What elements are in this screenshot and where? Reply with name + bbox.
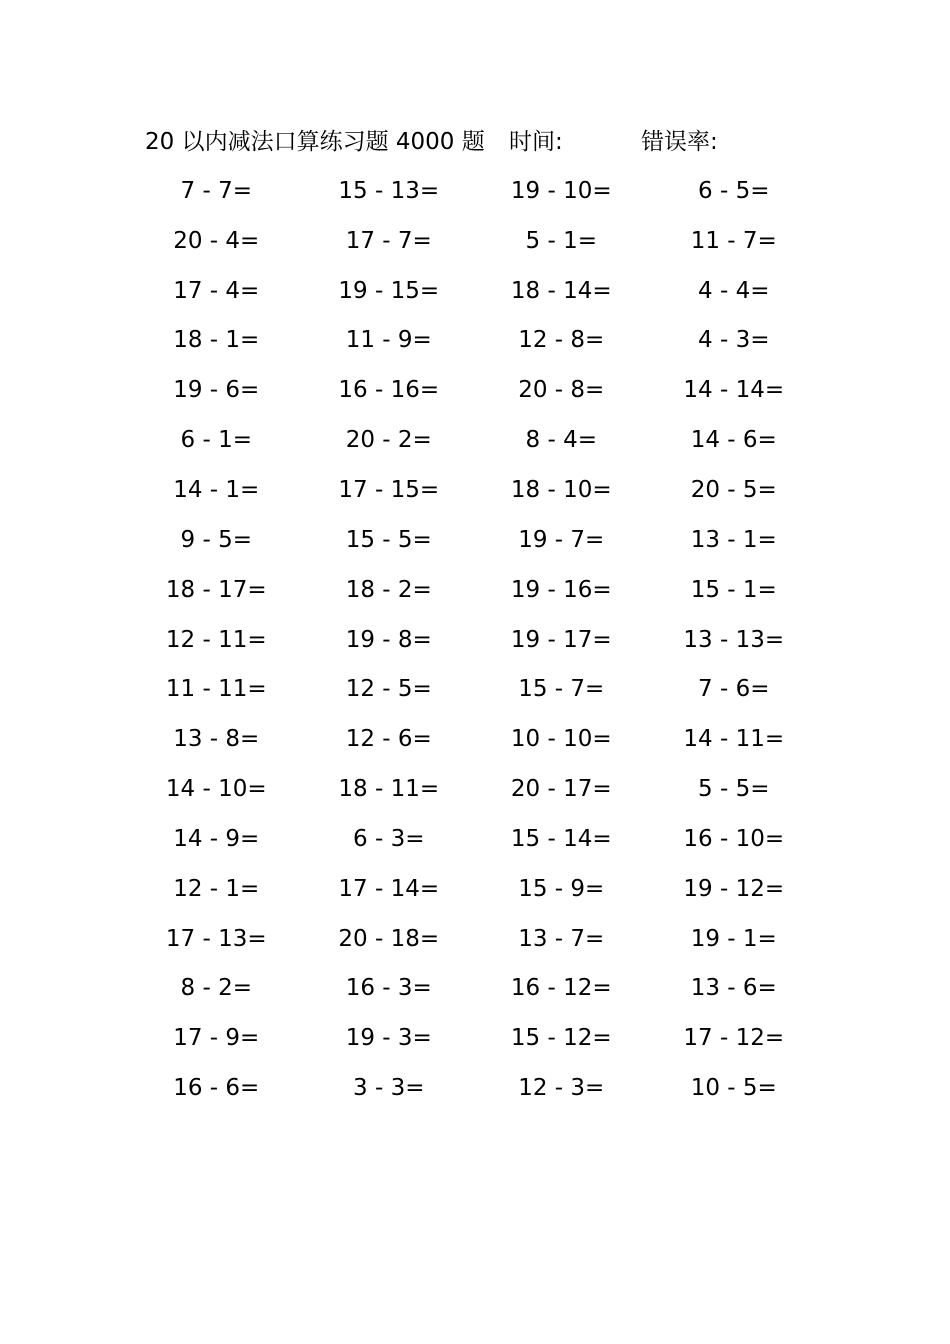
problem-row (130, 664, 820, 714)
problem-item: 20 - 8= (518, 377, 605, 404)
problem-row (130, 814, 820, 864)
problem-item: 18 - 10= (510, 476, 612, 503)
problem-item: 20 - 4= (173, 227, 260, 254)
problem-item: 4 - 4= (698, 277, 770, 304)
problem-item: 13 - 6= (690, 975, 777, 1002)
problem-item: 17 - 7= (345, 227, 432, 254)
problem-item: 15 - 13= (338, 177, 440, 204)
problem-row (130, 316, 820, 366)
problem-item: 12 - 6= (345, 726, 432, 753)
problem-item: 19 - 12= (683, 875, 785, 902)
problem-row (130, 964, 820, 1014)
worksheet-title: 20 以内减法口算练习题 4000 题 (145, 129, 485, 155)
problem-item: 12 - 1= (173, 875, 260, 902)
problem-item: 17 - 4= (173, 277, 260, 304)
problem-item: 10 - 5= (690, 1075, 777, 1102)
problem-item: 12 - 5= (345, 676, 432, 703)
time-label: 时间: (509, 129, 563, 155)
problem-item: 6 - 5= (698, 177, 770, 204)
problem-item: 13 - 8= (173, 726, 260, 753)
problem-item: 12 - 8= (518, 327, 605, 354)
problem-item: 9 - 5= (180, 526, 252, 553)
problem-item: 14 - 6= (690, 427, 777, 454)
problem-row (130, 216, 820, 266)
problem-item: 18 - 17= (165, 576, 267, 603)
problem-row (130, 914, 820, 964)
problem-item: 7 - 7= (180, 177, 252, 204)
problem-item: 16 - 16= (338, 377, 440, 404)
problem-row (130, 365, 820, 415)
problem-item: 6 - 1= (180, 427, 252, 454)
problem-item: 19 - 8= (345, 626, 432, 653)
problem-item: 17 - 14= (338, 875, 440, 902)
problem-item: 6 - 3= (353, 825, 425, 852)
error-rate-label: 错误率: (641, 129, 718, 155)
problem-item: 11 - 11= (165, 676, 267, 703)
problem-grid (130, 166, 820, 1113)
problem-item: 7 - 6= (698, 676, 770, 703)
problem-item: 14 - 1= (173, 476, 260, 503)
problem-item: 12 - 11= (165, 626, 267, 653)
problem-item: 17 - 15= (338, 476, 440, 503)
problem-item: 16 - 6= (173, 1075, 260, 1102)
problem-item: 16 - 3= (345, 975, 432, 1002)
problem-item: 11 - 9= (345, 327, 432, 354)
problem-item: 18 - 2= (345, 576, 432, 603)
problem-item: 19 - 16= (510, 576, 612, 603)
problem-row (130, 764, 820, 814)
problem-item: 13 - 13= (683, 626, 785, 653)
problem-item: 20 - 18= (338, 925, 440, 952)
problem-item: 16 - 12= (510, 975, 612, 1002)
problem-item: 14 - 10= (165, 776, 267, 803)
problem-row (130, 864, 820, 914)
problem-row (130, 515, 820, 565)
problem-item: 15 - 1= (690, 576, 777, 603)
problem-item: 14 - 14= (683, 377, 785, 404)
problem-row (130, 565, 820, 615)
problem-row (130, 465, 820, 515)
problem-row (130, 714, 820, 764)
problem-row (130, 1063, 820, 1113)
problem-item: 5 - 5= (698, 776, 770, 803)
problem-item: 14 - 11= (683, 726, 785, 753)
problem-item: 17 - 12= (683, 1025, 785, 1052)
problem-item: 13 - 1= (690, 526, 777, 553)
problem-item: 17 - 9= (173, 1025, 260, 1052)
problem-item: 15 - 5= (345, 526, 432, 553)
problem-item: 19 - 10= (510, 177, 612, 204)
problem-item: 18 - 11= (338, 776, 440, 803)
problem-item: 10 - 10= (510, 726, 612, 753)
problem-item: 15 - 7= (518, 676, 605, 703)
problem-item: 19 - 3= (345, 1025, 432, 1052)
problem-item: 12 - 3= (518, 1075, 605, 1102)
problem-item: 8 - 2= (180, 975, 252, 1002)
problem-row (130, 615, 820, 665)
problem-row (130, 415, 820, 465)
problem-item: 19 - 7= (518, 526, 605, 553)
problem-item: 11 - 7= (690, 227, 777, 254)
problem-item: 4 - 3= (698, 327, 770, 354)
problem-item: 18 - 1= (173, 327, 260, 354)
problem-item: 18 - 14= (510, 277, 612, 304)
problem-item: 8 - 4= (525, 427, 597, 454)
problem-item: 15 - 14= (510, 825, 612, 852)
problem-item: 19 - 17= (510, 626, 612, 653)
problem-item: 15 - 12= (510, 1025, 612, 1052)
problem-item: 20 - 2= (345, 427, 432, 454)
problem-item: 20 - 17= (510, 776, 612, 803)
problem-item: 13 - 7= (518, 925, 605, 952)
problem-row (130, 1013, 820, 1063)
problem-item: 15 - 9= (518, 875, 605, 902)
problem-item: 19 - 1= (690, 925, 777, 952)
problem-item: 17 - 13= (165, 925, 267, 952)
problem-row (130, 166, 820, 216)
problem-row (130, 266, 820, 316)
problem-item: 3 - 3= (353, 1075, 425, 1102)
problem-item: 16 - 10= (683, 825, 785, 852)
problem-item: 14 - 9= (173, 825, 260, 852)
problem-item: 5 - 1= (525, 227, 597, 254)
problem-item: 19 - 6= (173, 377, 260, 404)
problem-item: 20 - 5= (690, 476, 777, 503)
problem-item: 19 - 15= (338, 277, 440, 304)
